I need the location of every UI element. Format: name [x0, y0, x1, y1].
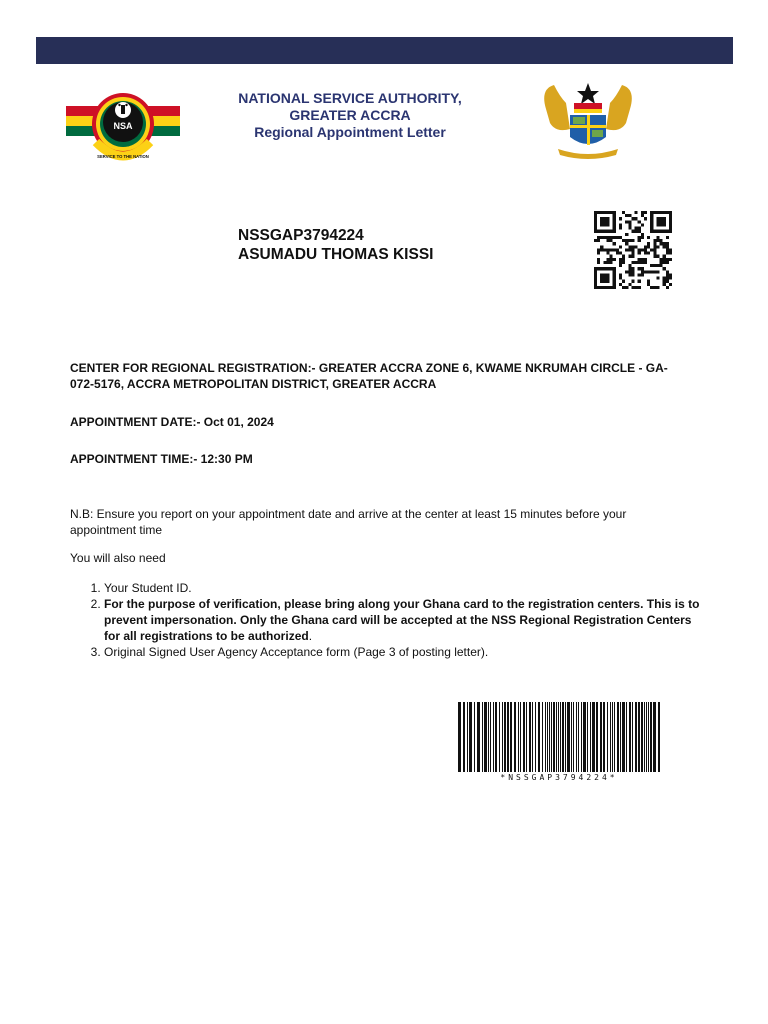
appointment-time: [70, 451, 253, 467]
appointment-date: [70, 414, 274, 430]
appointment-time-value: 12:30 PM: [200, 452, 253, 466]
list-item: [104, 644, 704, 660]
recipient-block: [238, 226, 433, 264]
requirements-list: [70, 580, 704, 660]
org-name-line2: GREATER ACCRA: [289, 107, 411, 123]
requirement-ghana-card-end: .: [308, 629, 313, 643]
nsa-logo-text: NSA: [113, 121, 133, 131]
org-name-line1: NATIONAL SERVICE AUTHORITY,: [238, 90, 462, 106]
appointment-time-label: APPOINTMENT TIME:-: [70, 452, 198, 466]
ghana-coat-of-arms-emblem: [536, 79, 640, 161]
need-intro-text: You will also need: [70, 551, 166, 565]
letter-type: Regional Appointment Letter: [254, 124, 446, 140]
top-banner-bar: [36, 37, 733, 64]
barcode-text: *NSSGAP3794224*: [500, 773, 618, 782]
list-item: [104, 580, 704, 596]
appointment-date-label: APPOINTMENT DATE:-: [70, 415, 201, 429]
requirement-acceptance-form: Original Signed User Agency Acceptance form (Page 3 of posting letter).: [104, 645, 489, 659]
center-label: CENTER FOR REGIONAL REGISTRATION:-: [70, 361, 316, 375]
barcode: [456, 702, 662, 772]
nsa-motto-text: SERVICE TO THE NATION: [97, 154, 149, 159]
recipient-name: ASUMADU THOMAS KISSI: [238, 246, 434, 263]
list-item: [104, 596, 704, 644]
note-text: N.B: Ensure you report on your appointment date and arrive at the center at least 15 minutes before your appointment time: [70, 507, 627, 537]
nsa-logo: [66, 92, 180, 164]
requirement-ghana-card: For the purpose of verification, please bring along your Ghana card to the registration centers. This is to prevent impersonation. Only the Ghana card will be accepted at the NSS Regional Registration Centers for all registrations to be authorized: [104, 597, 700, 643]
document-header: [200, 90, 500, 141]
qr-code: [594, 210, 672, 290]
nss-number: NSSGAP3794224: [238, 227, 364, 244]
registration-center: [70, 360, 680, 392]
center-value: GREATER ACCRA ZONE 6, KWAME NKRUMAH CIRCLE - GA-072-5176, ACCRA METROPOLITAN DISTRICT, GREATER ACCRA: [70, 361, 668, 391]
requirement-student-id: Your Student ID.: [104, 581, 192, 595]
appointment-date-value: Oct 01, 2024: [203, 415, 274, 429]
